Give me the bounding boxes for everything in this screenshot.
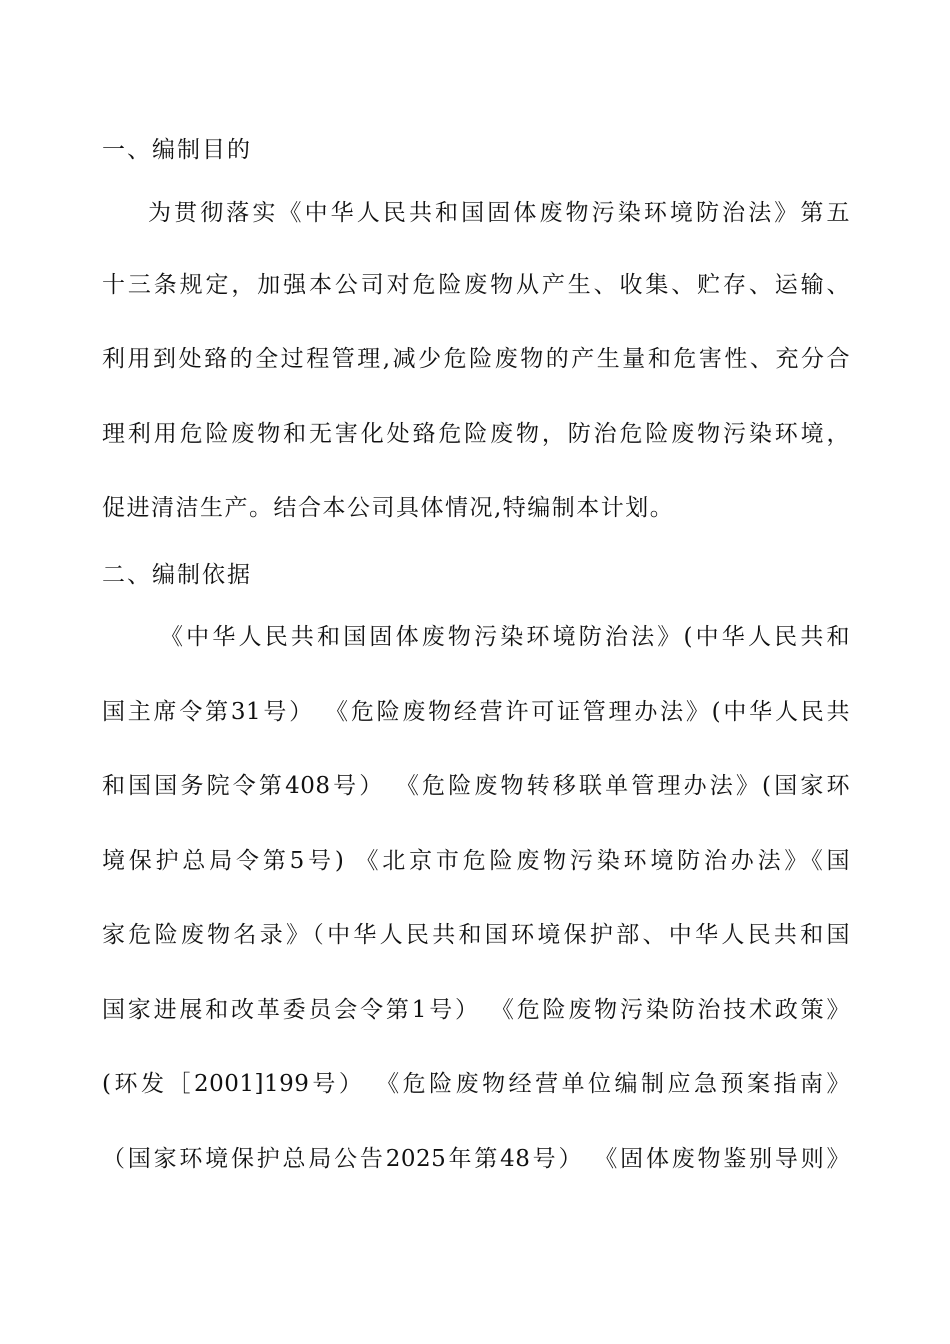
- paragraph-line: 境保护总局令第5号) 《北京市危险废物污染环境防治办法》《国: [102, 848, 850, 874]
- paragraph-line: (环发［2001]199号） 《危险废物经营单位编制应急预案指南》: [102, 1071, 850, 1097]
- paragraph-line: 家危险废物名录》（中华人民共和国环境保护部、中华人民共和国: [102, 922, 850, 948]
- paragraph-line: 国家进展和改革委员会令第1号） 《危险废物污染防治技术政策》: [102, 997, 850, 1023]
- paragraph-line: 为贯彻落实《中华人民共和国固体废物污染环境防治法》第五: [148, 200, 850, 226]
- paragraph-line: 利用到处臵的全过程管理,减少危险废物的产生量和危害性、充分合: [102, 346, 850, 372]
- paragraph-line: 《中华人民共和国固体废物污染环境防治法》(中华人民共和: [160, 624, 850, 650]
- paragraph-line: （国家环境保护总局公告2025年第48号） 《固体废物鉴别导则》: [102, 1146, 850, 1172]
- paragraph-line: 促进清洁生产。结合本公司具体情况,特编制本计划。: [102, 495, 675, 521]
- paragraph-line: 理利用危险废物和无害化处臵危险废物，防治危险废物污染环境，: [102, 421, 850, 447]
- section-heading-basis: 二、编制依据: [102, 562, 252, 588]
- paragraph-line: 十三条规定，加强本公司对危险废物从产生、收集、贮存、运输、: [102, 272, 850, 298]
- paragraph-line: 和国国务院令第408号） 《危险废物转移联单管理办法》(国家环: [102, 773, 850, 799]
- section-heading-purpose: 一、编制目的: [102, 137, 252, 163]
- paragraph-line: 国主席令第31号） 《危险废物经营许可证管理办法》(中华人民共: [102, 699, 850, 725]
